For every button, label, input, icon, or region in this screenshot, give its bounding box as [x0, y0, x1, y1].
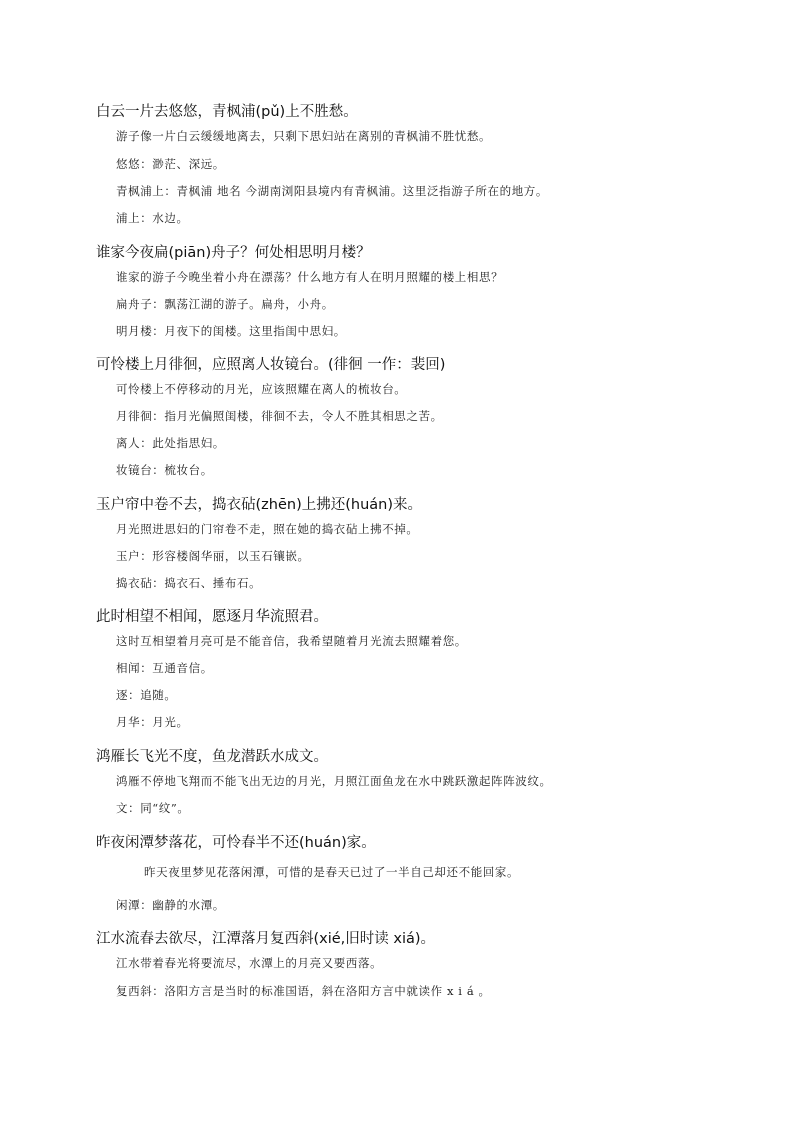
translation-line: 月光照进思妇的门帘卷不走，照在她的捣衣砧上拂不掉。: [116, 522, 419, 536]
verse-line: 此时相望不相闻，愿逐月华流照君。: [96, 609, 328, 625]
translation-line: 这时互相望着月亮可是不能音信，我希望随着月光流去照耀着您。: [116, 634, 467, 648]
translation-line: 鸿雁不停地飞翔而不能飞出无边的月光，月照江面鱼龙在水中跳跃激起阵阵波纹。: [116, 774, 552, 788]
annotation-line: 妆镜台：梳妆台。: [116, 463, 213, 477]
verse-line: 白云一片去悠悠，青枫浦(pǔ)上不胜愁。: [96, 104, 358, 120]
translation-line: 可怜楼上不停移动的月光，应该照耀在离人的梳妆台。: [116, 382, 407, 396]
translation-line: 游子像一片白云缓缓地离去，只剩下思妇站在离别的青枫浦不胜忧愁。: [116, 129, 492, 143]
translation-line: 谁家的游子今晚坐着小舟在漂荡？什么地方有人在明月照耀的楼上相思？: [116, 270, 504, 284]
annotation-line: 月华：月光。: [116, 715, 189, 729]
verse-line: 谁家今夜扁(piān)舟子？何处相思明月楼？: [96, 245, 371, 261]
annotation-line: 离人：此处指思妇。: [116, 436, 225, 450]
annotation-line: 复西斜：洛阳方言是当时的标准国语，斜在洛阳方言中就读作 x i á 。: [116, 984, 491, 998]
verse-line: 江水流春去欲尽，江潭落月复西斜(xié,旧时读 xiá)。: [96, 931, 436, 947]
annotation-line: 月徘徊：指月光偏照闺楼，徘徊不去，令人不胜其相思之苦。: [116, 409, 443, 423]
annotation-line: 相闻：互通音信。: [116, 661, 213, 675]
annotation-line: 扁舟子：飘荡江湖的游子。扁舟，小舟。: [116, 297, 334, 311]
verse-line: 鸿雁长飞光不度，鱼龙潜跃水成文。: [96, 749, 328, 765]
annotation-line: 逐：追随。: [116, 688, 177, 702]
annotation-line: 文：同“纹”。: [116, 801, 190, 815]
annotation-line: 青枫浦上：青枫浦 地名 今湖南浏阳县境内有青枫浦。这里泛指游子所在的地方。: [116, 184, 549, 198]
verse-line: 玉户帘中卷不去，捣衣砧(zhēn)上拂还(huán)来。: [96, 497, 422, 513]
annotation-line: 悠悠：渺茫、深远。: [116, 157, 225, 171]
translation-line: 昨天夜里梦见花落闲潭，可惜的是春天已过了一半自己却还不能回家。: [144, 865, 520, 879]
verse-line: 可怜楼上月徘徊，应照离人妆镜台。(徘徊 一作：裴回): [96, 357, 446, 373]
annotation-line: 明月楼：月夜下的闺楼。这里指闺中思妇。: [116, 324, 346, 338]
annotation-line: 捣衣砧：捣衣石、捶布石。: [116, 576, 262, 590]
verse-line: 昨夜闲潭梦落花，可怜春半不还(huán)家。: [96, 835, 376, 851]
translation-line: 江水带着春光将要流尽，水潭上的月亮又要西落。: [116, 956, 383, 970]
annotation-line: 玉户：形容楼阁华丽，以玉石镶嵌。: [116, 549, 310, 563]
annotation-line: 闲潭：幽静的水潭。: [116, 898, 225, 912]
annotation-line: 浦上：水边。: [116, 211, 189, 225]
